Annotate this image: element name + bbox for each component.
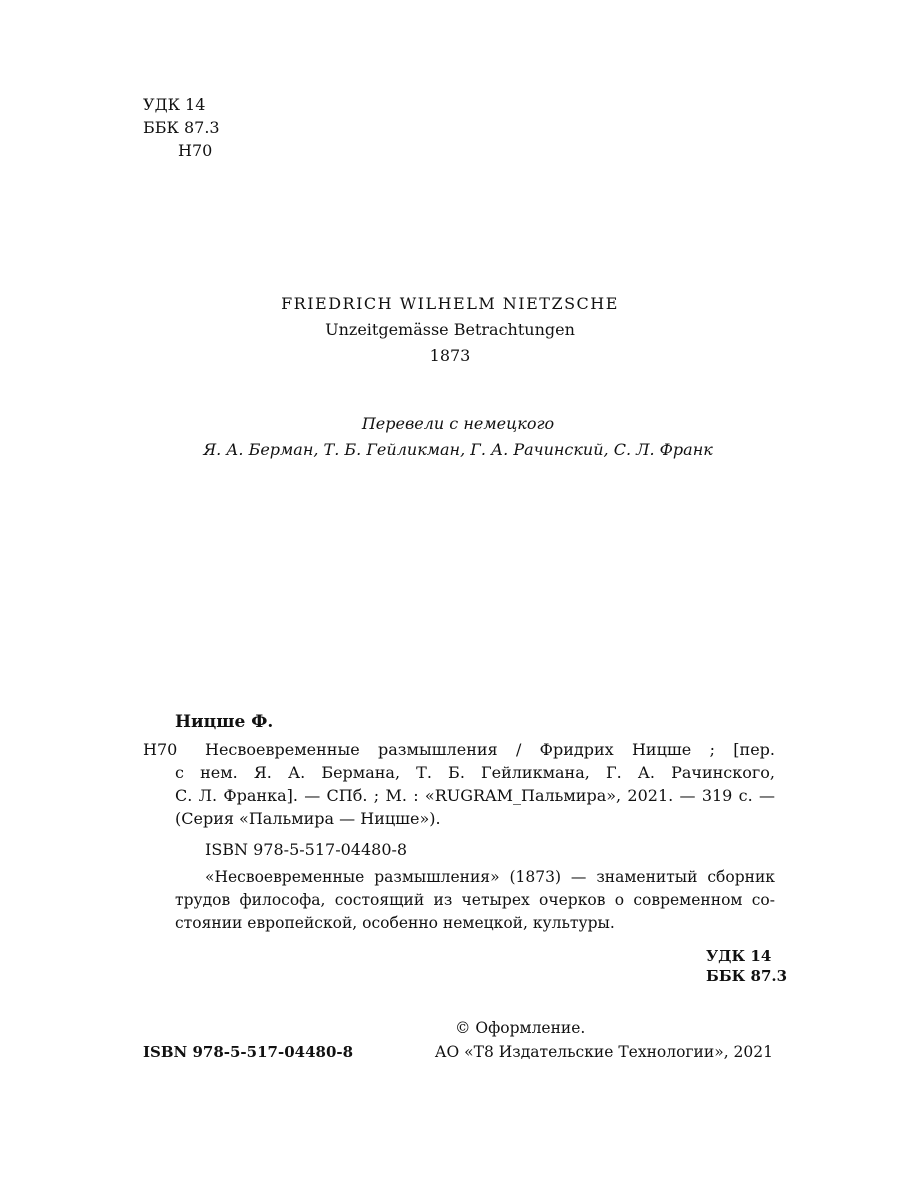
bbk-code-top: ББК 87.3: [143, 118, 220, 137]
annotation-line: трудов философа, состоящий из четырех очерков о современном со-: [175, 891, 775, 909]
card-bbk: ББК 87.3: [706, 967, 788, 985]
annotation-line: «Несвоевременные размышления» (1873) — знаменитый сборник: [205, 868, 775, 886]
author-sign-top: Н70: [178, 141, 213, 160]
original-year: 1873: [429, 346, 471, 365]
card-annotation: [175, 866, 775, 935]
original-author: FRIEDRICH WILHELM NIETZSCHE: [281, 294, 619, 313]
original-title: Unzeitgemässe Betrachtungen: [325, 320, 575, 339]
translated-from-heading: Перевели с немецкого: [361, 414, 555, 433]
card-isbn: ISBN 978-5-517-04480-8: [205, 840, 408, 859]
annotation-line: стоянии европейской, особенно немецкой, культуры.: [175, 914, 615, 932]
translators-block: [0, 411, 900, 463]
original-title-block: [0, 291, 900, 369]
card-heading: Ницше Ф.: [175, 712, 274, 732]
card-line: (Серия «Пальмира — Ницше»).: [175, 809, 441, 828]
card-line: с нем. Я. А. Бермана, Т. Б. Гейликмана, Г. А. Рачинского,: [175, 763, 775, 782]
copyright-line-2: АО «Т8 Издательские Технологии», 2021: [434, 1043, 773, 1061]
card-udk: УДК 14: [706, 947, 772, 965]
card-description: [175, 738, 775, 830]
footer-isbn: ISBN 978-5-517-04480-8: [143, 1043, 354, 1061]
translators-list: Я. А. Берман, Т. Б. Гейликман, Г. А. Рачинский, С. Л. Франк: [203, 440, 713, 459]
card-line: С. Л. Франка]. — СПб. ; М. : «RUGRAM_Пальмира», 2021. — 319 с. —: [175, 786, 775, 805]
card-line: Несвоевременные размышления / Фридрих Ницше ; [пер.: [205, 740, 775, 759]
udk-code-top: УДК 14: [143, 95, 206, 114]
card-author-sign: Н70: [143, 740, 178, 759]
copyright-line-1: © Оформление.: [455, 1019, 586, 1037]
